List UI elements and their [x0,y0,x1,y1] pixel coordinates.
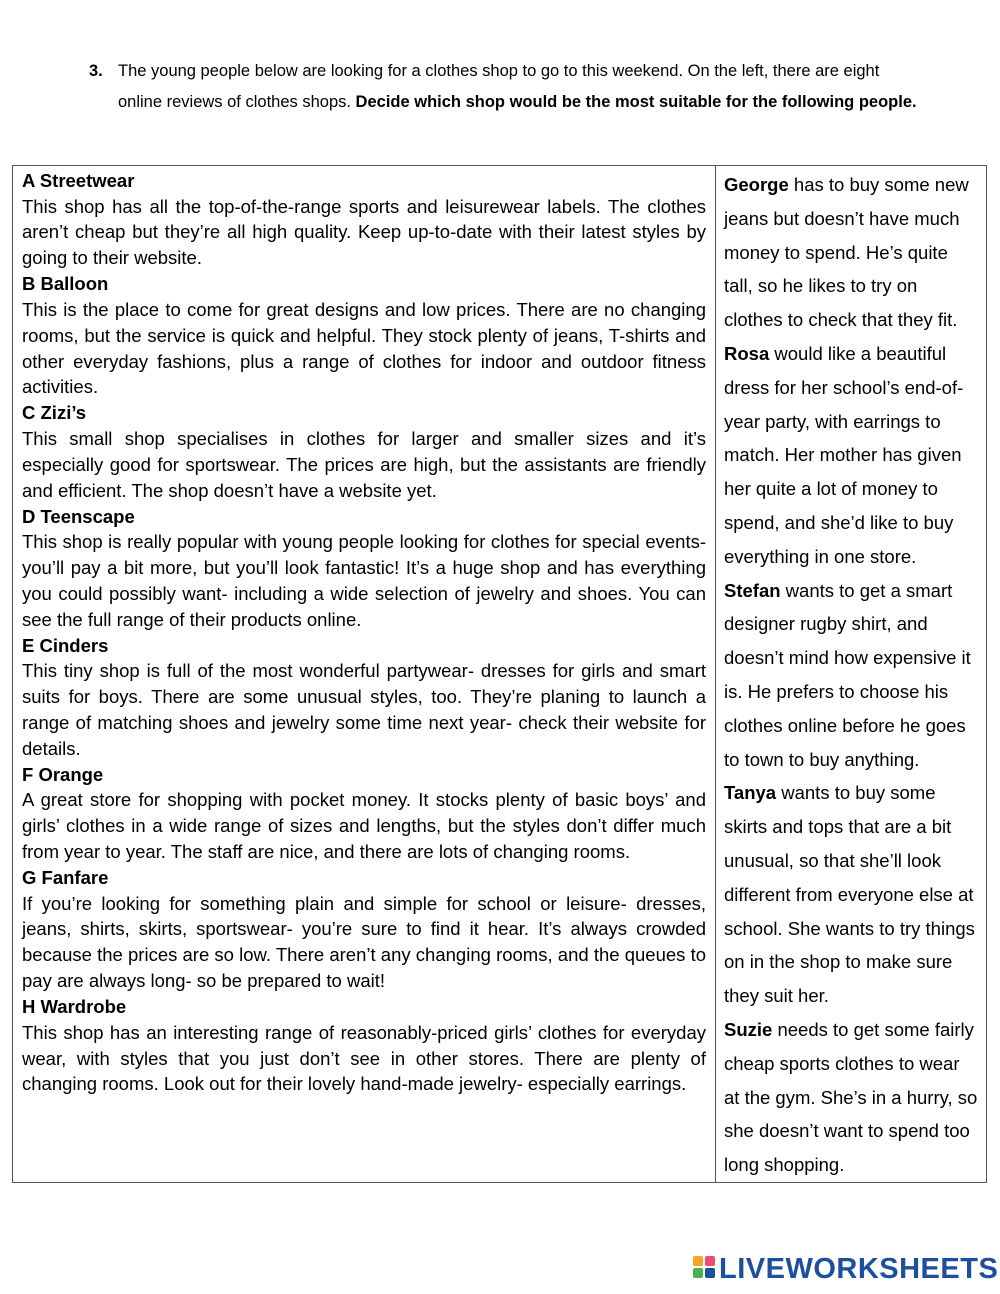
shop-name: H Wardrobe [22,996,127,1018]
question-instructions [89,56,919,117]
shop-review-c [22,400,706,503]
person-name: Tanya [724,782,777,804]
shop-name: D Teenscape [22,505,135,527]
logo-tile [693,1268,703,1278]
liveworksheets-logo-icon [693,1256,717,1282]
person-suzie [724,1013,980,1182]
shop-review-d [22,504,706,633]
person-tanya [724,776,980,1013]
person-description: needs to get some fairly cheap sports clothes to wear at the gym. She’s in a hurry, so she doesn’t want to spend too long shopping. [724,1018,978,1176]
person-description: has to buy some new jeans but doesn’t have much money to spend. He’s quite tall, so he likes to try on clothes to check that they fit. [724,174,969,331]
people-column [716,166,987,1183]
person-name: George [724,174,789,195]
person-description: would like a beautiful dress for her school’s end-of-year party, with earrings to match. Her mother has given her quite a lot of money to spend, and she’d like to buy everything in one store. [724,342,964,567]
shop-name: F Orange [22,763,104,785]
shop-description: A great store for shopping with pocket money. It stocks plenty of basic boys’ and girls’ clothes in a wide range of sizes and lengths, but the styles don’t differ much from year to year. The staff are nice, and there are lots of changing rooms. [22,789,706,863]
shop-description: If you’re looking for something plain and simple for school or leisure- dresses, jeans, shirts, skirts, sportswear- you’re sure to find it hear. It’s always crowded because the prices are so low. There aren’t any changing rooms, and the queues to pay are always long- so be prepared to wait! [22,892,706,992]
shop-name: A Streetwear [22,170,135,191]
shop-description: This is the place to come for great designs and low prices. There are no changing rooms, but the service is quick and helpful. They stock plenty of jeans, T-shirts and other everyday fashions, plus a range of clothes for indoor and outdoor fitness activities. [22,298,706,398]
shop-review-g [22,865,706,994]
question-number: 3. [89,62,103,80]
person-description: wants to buy some skirts and tops that are a bit unusual, so that she’ll look different from everyone else at school. She wants to try things on in the shop to make sure they suit her. [724,782,975,1007]
shop-name: C Zizi’s [22,402,87,424]
logo-text: LIVEWORKSHEETS [719,1252,999,1285]
shop-name: B Balloon [22,273,109,295]
question-instruction: Decide which shop would be the most suitable for the following people. [355,92,917,111]
shop-name: E Cinders [22,634,109,656]
shop-description: This tiny shop is full of the most wonderful partywear- dresses for girls and smart suits for boys. There are some unusual styles, too. They’re planing to launch a range of matching shoes and jewelry some time next year- check their website for details. [22,660,706,759]
question-text [118,56,919,117]
shop-reviews-column [13,166,716,1183]
shop-name: G Fanfare [22,867,109,889]
shop-review-e [22,633,706,762]
liveworksheets-logo [693,1254,998,1284]
shop-description: This shop has all the top-of-the-range sports and leisurewear labels. The clothes aren’t cheap but they’re all high quality. Keep up-to-date with their latest styles by going to their website. [22,195,706,269]
logo-tile [705,1268,715,1278]
person-name: Rosa [724,342,770,364]
person-name: Suzie [724,1018,773,1040]
logo-tile [693,1256,703,1266]
person-stefan [724,574,980,777]
logo-tile [705,1256,715,1266]
question-intro: The young people below are looking for a clothes shop to go to this weekend. On the left, there are eight online reviews of clothes shops. [118,62,880,111]
shop-review-a [22,168,706,271]
person-description: wants to get a smart designer rugby shirt, and doesn’t mind how expensive it is. He prefers to choose his clothes online before he goes to town to buy anything. [724,579,971,770]
shop-review-f [22,762,706,865]
shop-description: This shop has an interesting range of reasonably-priced girls’ clothes for everyday wear, with styles that you just don’t see in other stores. There are plenty of changing rooms. Look out for their lovely hand-made jewelry- especially earrings. [22,1021,706,1095]
person-name: Stefan [724,579,781,601]
reviews-table [12,165,987,1183]
shop-review-h [22,994,706,1097]
person-rosa [724,337,980,574]
person-george [724,168,980,337]
shop-description: This small shop specialises in clothes for larger and smaller sizes and it’s especially good for sportswear. The prices are high, but the assistants are friendly and efficient. The shop doesn’t have a website yet. [22,427,706,501]
shop-description: This shop is really popular with young people looking for clothes for special events- you’ll pay a bit more, but you’ll look fantastic! It’s a huge shop and has everything you could possibly want- including a wide selection of jewelry and shoes. You can see the full range of their products online. [22,531,706,630]
shop-review-b [22,271,706,400]
